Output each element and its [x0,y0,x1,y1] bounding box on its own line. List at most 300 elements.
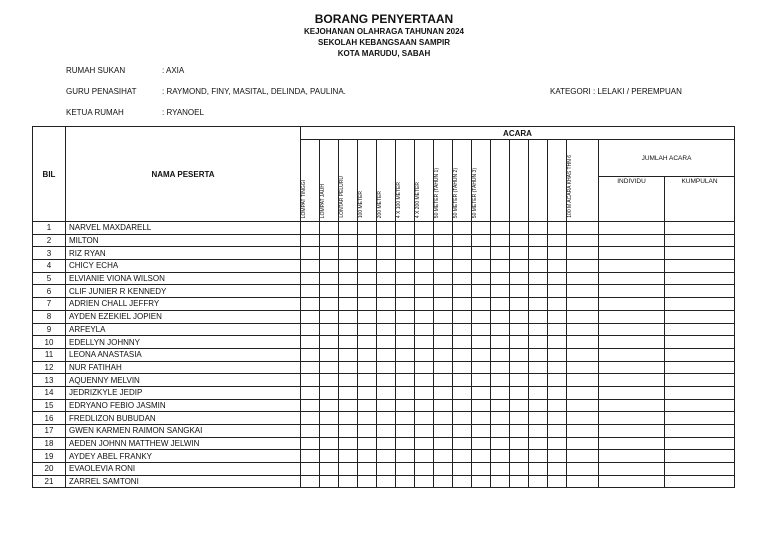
entry-cell[interactable] [491,260,510,273]
entry-cell[interactable] [415,298,434,311]
entry-cell[interactable] [491,399,510,412]
entry-cell[interactable] [529,437,548,450]
entry-cell[interactable] [665,336,735,349]
entry-cell[interactable] [529,374,548,387]
entry-cell[interactable] [358,437,377,450]
entry-cell[interactable] [491,336,510,349]
entry-cell[interactable] [339,399,358,412]
entry-cell[interactable] [434,247,453,260]
entry-cell[interactable] [358,260,377,273]
entry-cell[interactable] [301,285,320,298]
entry-cell[interactable] [472,260,491,273]
entry-cell[interactable] [510,475,529,488]
entry-cell[interactable] [665,425,735,438]
entry-cell[interactable] [472,234,491,247]
entry-cell[interactable] [339,425,358,438]
entry-cell[interactable] [396,247,415,260]
entry-cell[interactable] [599,272,665,285]
entry-cell[interactable] [548,463,567,476]
entry-cell[interactable] [396,475,415,488]
entry-cell[interactable] [599,425,665,438]
entry-cell[interactable] [301,475,320,488]
entry-cell[interactable] [358,298,377,311]
entry-cell[interactable] [358,348,377,361]
entry-cell[interactable] [665,412,735,425]
entry-cell[interactable] [472,412,491,425]
entry-cell[interactable] [377,234,396,247]
entry-cell[interactable] [301,310,320,323]
entry-cell[interactable] [665,361,735,374]
entry-cell[interactable] [415,285,434,298]
entry-cell[interactable] [529,399,548,412]
entry-cell[interactable] [453,260,472,273]
entry-cell[interactable] [301,336,320,349]
entry-cell[interactable] [301,374,320,387]
entry-cell[interactable] [415,348,434,361]
entry-cell[interactable] [320,222,339,235]
entry-cell[interactable] [301,272,320,285]
entry-cell[interactable] [491,285,510,298]
entry-cell[interactable] [491,247,510,260]
entry-cell[interactable] [320,425,339,438]
entry-cell[interactable] [472,310,491,323]
entry-cell[interactable] [339,386,358,399]
entry-cell[interactable] [434,222,453,235]
entry-cell[interactable] [599,386,665,399]
entry-cell[interactable] [396,323,415,336]
entry-cell[interactable] [415,234,434,247]
entry-cell[interactable] [472,463,491,476]
entry-cell[interactable] [548,222,567,235]
entry-cell[interactable] [567,234,599,247]
entry-cell[interactable] [415,463,434,476]
entry-cell[interactable] [377,386,396,399]
entry-cell[interactable] [396,374,415,387]
entry-cell[interactable] [453,234,472,247]
entry-cell[interactable] [358,336,377,349]
entry-cell[interactable] [529,234,548,247]
entry-cell[interactable] [567,475,599,488]
entry-cell[interactable] [320,272,339,285]
entry-cell[interactable] [396,361,415,374]
entry-cell[interactable] [377,412,396,425]
entry-cell[interactable] [472,285,491,298]
entry-cell[interactable] [510,425,529,438]
entry-cell[interactable] [301,323,320,336]
entry-cell[interactable] [415,323,434,336]
entry-cell[interactable] [510,234,529,247]
entry-cell[interactable] [358,425,377,438]
entry-cell[interactable] [491,374,510,387]
entry-cell[interactable] [434,399,453,412]
entry-cell[interactable] [434,412,453,425]
entry-cell[interactable] [358,234,377,247]
entry-cell[interactable] [491,298,510,311]
entry-cell[interactable] [301,234,320,247]
entry-cell[interactable] [510,272,529,285]
entry-cell[interactable] [548,247,567,260]
entry-cell[interactable] [472,222,491,235]
entry-cell[interactable] [301,247,320,260]
entry-cell[interactable] [599,234,665,247]
entry-cell[interactable] [434,361,453,374]
entry-cell[interactable] [567,348,599,361]
entry-cell[interactable] [339,374,358,387]
entry-cell[interactable] [548,298,567,311]
entry-cell[interactable] [472,272,491,285]
entry-cell[interactable] [396,336,415,349]
entry-cell[interactable] [529,348,548,361]
entry-cell[interactable] [491,425,510,438]
entry-cell[interactable] [491,386,510,399]
entry-cell[interactable] [491,450,510,463]
entry-cell[interactable] [339,361,358,374]
entry-cell[interactable] [491,222,510,235]
entry-cell[interactable] [301,348,320,361]
entry-cell[interactable] [472,475,491,488]
entry-cell[interactable] [301,222,320,235]
entry-cell[interactable] [358,412,377,425]
entry-cell[interactable] [567,425,599,438]
entry-cell[interactable] [434,437,453,450]
entry-cell[interactable] [472,386,491,399]
entry-cell[interactable] [301,386,320,399]
entry-cell[interactable] [510,361,529,374]
entry-cell[interactable] [320,437,339,450]
entry-cell[interactable] [567,437,599,450]
entry-cell[interactable] [491,323,510,336]
entry-cell[interactable] [510,386,529,399]
entry-cell[interactable] [377,310,396,323]
entry-cell[interactable] [510,412,529,425]
entry-cell[interactable] [529,285,548,298]
entry-cell[interactable] [567,310,599,323]
entry-cell[interactable] [358,386,377,399]
entry-cell[interactable] [510,323,529,336]
entry-cell[interactable] [320,386,339,399]
entry-cell[interactable] [548,412,567,425]
entry-cell[interactable] [339,450,358,463]
entry-cell[interactable] [548,361,567,374]
entry-cell[interactable] [453,450,472,463]
entry-cell[interactable] [434,323,453,336]
entry-cell[interactable] [567,336,599,349]
entry-cell[interactable] [548,260,567,273]
entry-cell[interactable] [491,412,510,425]
entry-cell[interactable] [339,437,358,450]
entry-cell[interactable] [548,310,567,323]
entry-cell[interactable] [396,463,415,476]
entry-cell[interactable] [377,374,396,387]
entry-cell[interactable] [377,348,396,361]
entry-cell[interactable] [491,463,510,476]
entry-cell[interactable] [472,450,491,463]
entry-cell[interactable] [453,399,472,412]
entry-cell[interactable] [567,399,599,412]
entry-cell[interactable] [434,450,453,463]
entry-cell[interactable] [567,386,599,399]
entry-cell[interactable] [453,412,472,425]
entry-cell[interactable] [339,222,358,235]
entry-cell[interactable] [491,310,510,323]
entry-cell[interactable] [320,361,339,374]
entry-cell[interactable] [415,475,434,488]
entry-cell[interactable] [339,298,358,311]
entry-cell[interactable] [491,437,510,450]
entry-cell[interactable] [510,348,529,361]
entry-cell[interactable] [529,260,548,273]
entry-cell[interactable] [377,272,396,285]
entry-cell[interactable] [529,323,548,336]
entry-cell[interactable] [396,260,415,273]
entry-cell[interactable] [472,425,491,438]
entry-cell[interactable] [339,475,358,488]
entry-cell[interactable] [301,463,320,476]
entry-cell[interactable] [377,475,396,488]
entry-cell[interactable] [548,348,567,361]
entry-cell[interactable] [453,272,472,285]
entry-cell[interactable] [339,463,358,476]
entry-cell[interactable] [665,450,735,463]
entry-cell[interactable] [453,348,472,361]
entry-cell[interactable] [415,386,434,399]
entry-cell[interactable] [415,361,434,374]
entry-cell[interactable] [510,463,529,476]
entry-cell[interactable] [358,285,377,298]
entry-cell[interactable] [320,310,339,323]
entry-cell[interactable] [377,463,396,476]
entry-cell[interactable] [491,361,510,374]
entry-cell[interactable] [301,425,320,438]
entry-cell[interactable] [548,386,567,399]
entry-cell[interactable] [510,437,529,450]
entry-cell[interactable] [548,450,567,463]
entry-cell[interactable] [358,374,377,387]
entry-cell[interactable] [472,374,491,387]
entry-cell[interactable] [396,272,415,285]
entry-cell[interactable] [472,323,491,336]
entry-cell[interactable] [567,450,599,463]
entry-cell[interactable] [301,399,320,412]
entry-cell[interactable] [415,374,434,387]
entry-cell[interactable] [358,475,377,488]
entry-cell[interactable] [320,260,339,273]
entry-cell[interactable] [415,272,434,285]
entry-cell[interactable] [529,425,548,438]
entry-cell[interactable] [320,285,339,298]
entry-cell[interactable] [396,234,415,247]
entry-cell[interactable] [665,272,735,285]
entry-cell[interactable] [548,425,567,438]
entry-cell[interactable] [529,412,548,425]
entry-cell[interactable] [434,310,453,323]
entry-cell[interactable] [599,361,665,374]
entry-cell[interactable] [320,323,339,336]
entry-cell[interactable] [396,412,415,425]
entry-cell[interactable] [665,247,735,260]
entry-cell[interactable] [320,336,339,349]
entry-cell[interactable] [548,234,567,247]
entry-cell[interactable] [320,298,339,311]
entry-cell[interactable] [548,475,567,488]
entry-cell[interactable] [377,260,396,273]
entry-cell[interactable] [358,399,377,412]
entry-cell[interactable] [529,310,548,323]
entry-cell[interactable] [599,463,665,476]
entry-cell[interactable] [377,450,396,463]
entry-cell[interactable] [434,336,453,349]
entry-cell[interactable] [665,298,735,311]
entry-cell[interactable] [453,475,472,488]
entry-cell[interactable] [453,323,472,336]
entry-cell[interactable] [529,336,548,349]
entry-cell[interactable] [339,310,358,323]
entry-cell[interactable] [529,450,548,463]
entry-cell[interactable] [599,285,665,298]
entry-cell[interactable] [339,234,358,247]
entry-cell[interactable] [472,399,491,412]
entry-cell[interactable] [377,437,396,450]
entry-cell[interactable] [358,361,377,374]
entry-cell[interactable] [377,323,396,336]
entry-cell[interactable] [665,437,735,450]
entry-cell[interactable] [529,475,548,488]
entry-cell[interactable] [472,361,491,374]
entry-cell[interactable] [339,412,358,425]
entry-cell[interactable] [301,437,320,450]
entry-cell[interactable] [339,348,358,361]
entry-cell[interactable] [548,285,567,298]
entry-cell[interactable] [510,399,529,412]
entry-cell[interactable] [396,222,415,235]
entry-cell[interactable] [491,475,510,488]
entry-cell[interactable] [339,285,358,298]
entry-cell[interactable] [358,463,377,476]
entry-cell[interactable] [510,336,529,349]
entry-cell[interactable] [665,475,735,488]
entry-cell[interactable] [339,247,358,260]
entry-cell[interactable] [434,425,453,438]
entry-cell[interactable] [396,298,415,311]
entry-cell[interactable] [320,463,339,476]
entry-cell[interactable] [415,310,434,323]
entry-cell[interactable] [358,272,377,285]
entry-cell[interactable] [599,437,665,450]
entry-cell[interactable] [415,437,434,450]
entry-cell[interactable] [453,386,472,399]
entry-cell[interactable] [599,374,665,387]
entry-cell[interactable] [665,463,735,476]
entry-cell[interactable] [434,298,453,311]
entry-cell[interactable] [415,260,434,273]
entry-cell[interactable] [377,361,396,374]
entry-cell[interactable] [567,361,599,374]
entry-cell[interactable] [567,247,599,260]
entry-cell[interactable] [453,437,472,450]
entry-cell[interactable] [415,450,434,463]
entry-cell[interactable] [396,399,415,412]
entry-cell[interactable] [453,310,472,323]
entry-cell[interactable] [339,272,358,285]
entry-cell[interactable] [320,234,339,247]
entry-cell[interactable] [529,463,548,476]
entry-cell[interactable] [377,222,396,235]
entry-cell[interactable] [599,399,665,412]
entry-cell[interactable] [320,247,339,260]
entry-cell[interactable] [491,272,510,285]
entry-cell[interactable] [548,323,567,336]
entry-cell[interactable] [567,272,599,285]
entry-cell[interactable] [548,374,567,387]
entry-cell[interactable] [358,247,377,260]
entry-cell[interactable] [453,222,472,235]
entry-cell[interactable] [529,386,548,399]
entry-cell[interactable] [510,247,529,260]
entry-cell[interactable] [415,399,434,412]
entry-cell[interactable] [567,323,599,336]
entry-cell[interactable] [510,298,529,311]
entry-cell[interactable] [358,222,377,235]
entry-cell[interactable] [320,450,339,463]
entry-cell[interactable] [472,247,491,260]
entry-cell[interactable] [453,247,472,260]
entry-cell[interactable] [453,374,472,387]
entry-cell[interactable] [377,336,396,349]
entry-cell[interactable] [472,298,491,311]
entry-cell[interactable] [377,425,396,438]
entry-cell[interactable] [434,463,453,476]
entry-cell[interactable] [665,374,735,387]
entry-cell[interactable] [665,348,735,361]
entry-cell[interactable] [548,437,567,450]
entry-cell[interactable] [529,222,548,235]
entry-cell[interactable] [377,399,396,412]
entry-cell[interactable] [358,310,377,323]
entry-cell[interactable] [665,234,735,247]
entry-cell[interactable] [529,247,548,260]
entry-cell[interactable] [301,450,320,463]
entry-cell[interactable] [434,386,453,399]
entry-cell[interactable] [599,475,665,488]
entry-cell[interactable] [510,450,529,463]
entry-cell[interactable] [320,374,339,387]
entry-cell[interactable] [453,285,472,298]
entry-cell[interactable] [396,437,415,450]
entry-cell[interactable] [567,285,599,298]
entry-cell[interactable] [434,374,453,387]
entry-cell[interactable] [548,272,567,285]
entry-cell[interactable] [320,348,339,361]
entry-cell[interactable] [665,399,735,412]
entry-cell[interactable] [599,247,665,260]
entry-cell[interactable] [377,247,396,260]
entry-cell[interactable] [599,323,665,336]
entry-cell[interactable] [510,260,529,273]
entry-cell[interactable] [320,399,339,412]
entry-cell[interactable] [434,285,453,298]
entry-cell[interactable] [434,475,453,488]
entry-cell[interactable] [339,260,358,273]
entry-cell[interactable] [377,285,396,298]
entry-cell[interactable] [453,298,472,311]
entry-cell[interactable] [510,285,529,298]
entry-cell[interactable] [453,463,472,476]
entry-cell[interactable] [599,450,665,463]
entry-cell[interactable] [301,412,320,425]
entry-cell[interactable] [599,336,665,349]
entry-cell[interactable] [396,450,415,463]
entry-cell[interactable] [396,310,415,323]
